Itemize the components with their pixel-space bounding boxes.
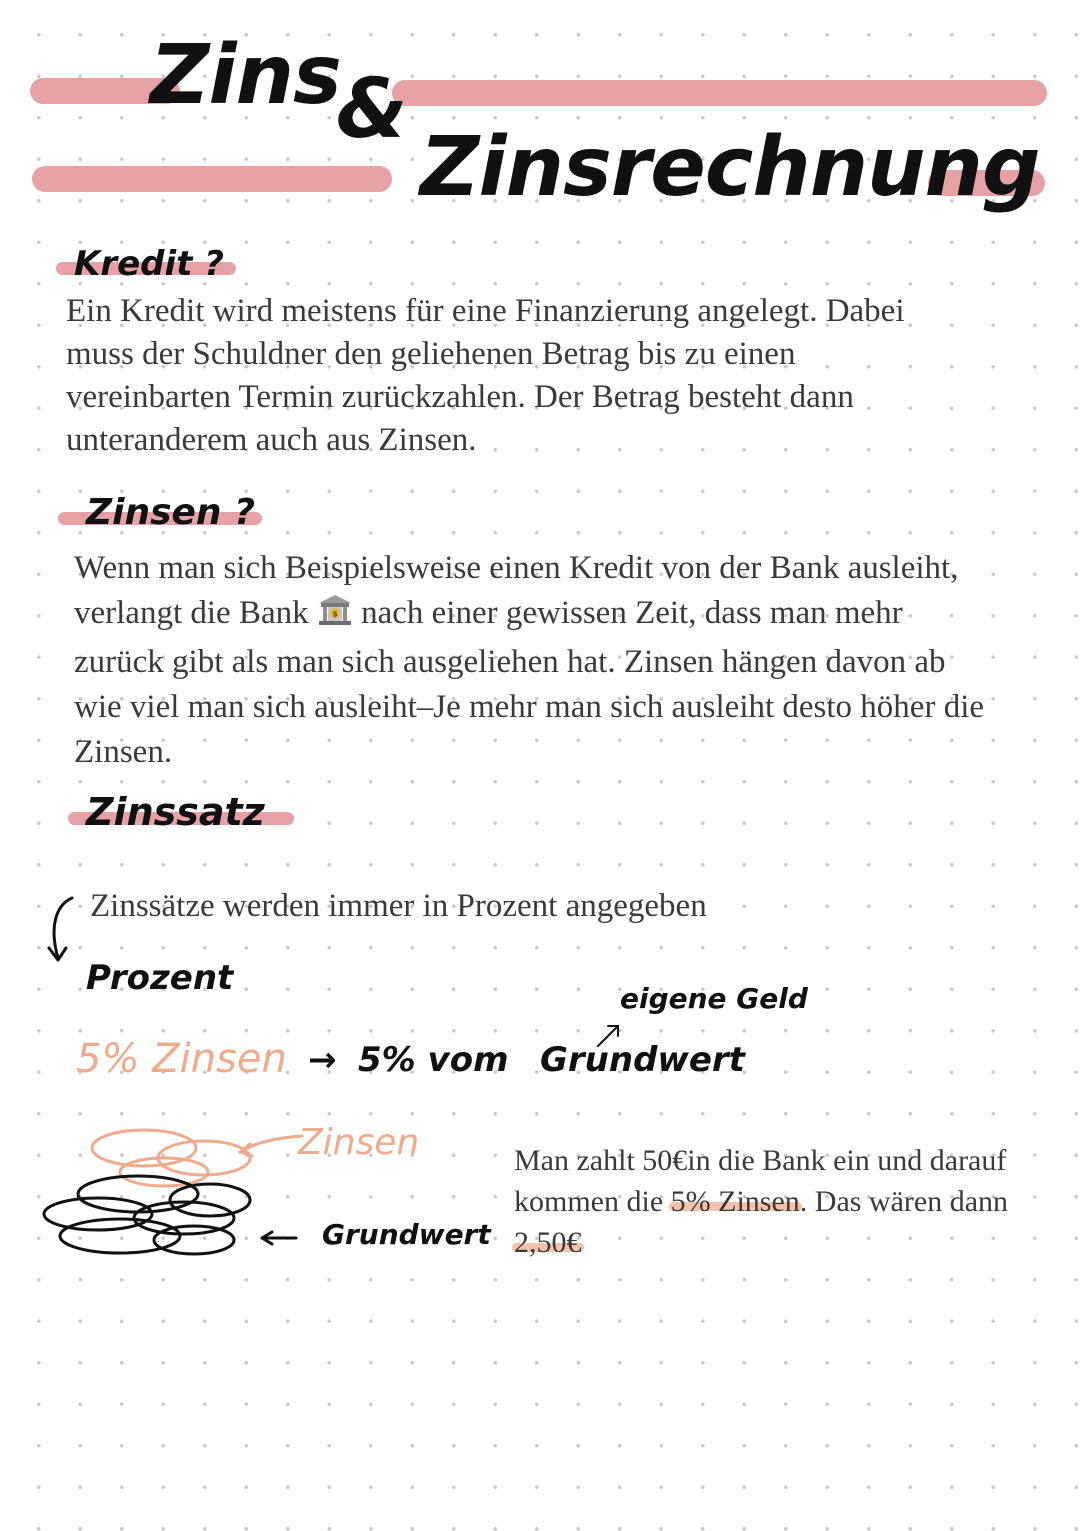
zinsen-text-before: Wenn man sich Beispielsweise einen Kredit von der Bank ausleiht, verlangt die Bank [74,550,959,631]
note-part-1: Man zahlt 50€in die Bank ein und darauf kommen die [514,1144,1007,1218]
diagram-label-grundwert: Grundwert [322,1218,491,1251]
zinssatz-intro: Zinssätze werden immer in Prozent angegeben [90,888,707,924]
example-grundwert: Grundwert [540,1040,745,1080]
example-5-prozent-zinsen: 5% Zinsen [76,1036,287,1082]
bank-icon [317,593,353,640]
svg-text:$: $ [332,609,338,619]
title-part1: Zins [150,28,341,123]
note-highlight-amount: 2,50€ [514,1226,582,1259]
prozent-label: Prozent [86,958,234,998]
zinsen-heading: Zinsen ? [86,492,255,533]
coin-stack-diagram [34,1120,334,1270]
note-part-2: . Das wären dann [799,1185,1009,1218]
kredit-text: Ein Kredit wird meistens für eine Finanzierung angelegt. Dabei muss der Schuldner den geliehenen Betrag bis zu einen vereinbarten Termin zurückzahlen. Der Betrag besteht dann unteranderem auch aus Zinsen. [66,293,905,458]
zinssatz-heading: Zinssatz [86,790,265,834]
title-part2: Zinsrechnung [420,120,1040,215]
kredit-heading: Kredit ? [74,244,224,284]
curved-arrow-icon [40,892,90,972]
zinsen-text-after: nach einer gewissen Zeit, dass man mehr zurück gibt als man sich ausgeliehen hat. Zinsen hängen davon ab wie viel man sich ausleiht–Je mehr man sich ausleiht desto höher die Zinsen. [74,595,985,770]
example-5-prozent-vom: 5% vom [358,1040,509,1080]
example-arrow: → [308,1040,337,1080]
zinsen-text [74,546,994,775]
eigene-geld-label: eigene Geld [620,982,808,1015]
title-bar-left-bottom [32,166,392,192]
note-highlight-zinsen: 5% Zinsen [670,1185,800,1218]
title-ampersand: & [336,62,407,157]
example-note [514,1140,1054,1263]
diagram-label-zinsen: Zinsen [298,1122,420,1163]
title-bar-right-top [392,80,1047,106]
grundwert-coins [44,1176,250,1254]
